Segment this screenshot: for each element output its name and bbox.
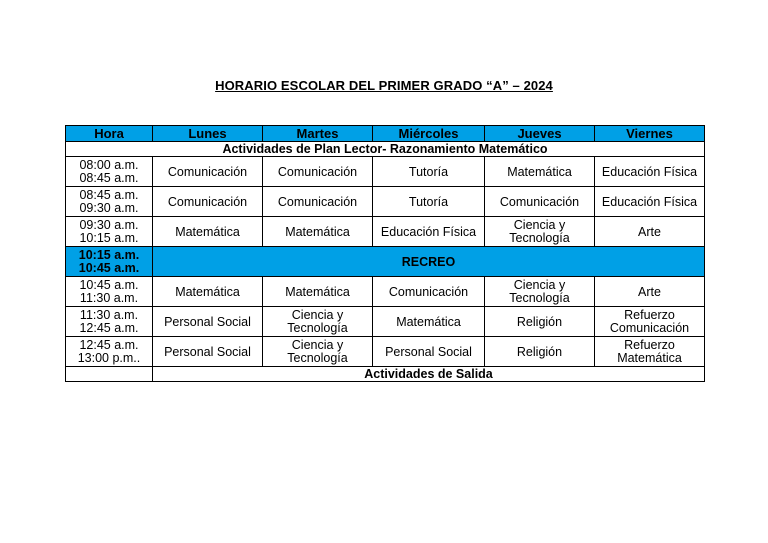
header-hora: Hora (66, 126, 153, 142)
martes-cell: Matemática (263, 217, 373, 247)
hora-end: 10:15 a.m. (79, 230, 139, 245)
viernes-cell: Educación Física (595, 157, 705, 187)
table-row (66, 187, 705, 217)
hora-start: 10:45 a.m. (79, 277, 139, 292)
hora-cell (66, 337, 153, 367)
jueves-cell: Comunicación (485, 187, 595, 217)
header-row (66, 126, 705, 142)
header-viernes: Viernes (595, 126, 705, 142)
martes-cell (263, 307, 373, 337)
header-jueves: Jueves (485, 126, 595, 142)
martes-text: Ciencia y Tecnología (287, 307, 348, 335)
viernes-cell: Educación Física (595, 187, 705, 217)
bottom-band: Actividades de Salida (153, 367, 705, 382)
bottom-band-blank (66, 367, 153, 382)
hora-end: 12:45 a.m. (79, 320, 139, 335)
lunes-cell: Comunicación (153, 187, 263, 217)
lunes-cell: Comunicación (153, 157, 263, 187)
hora-cell (66, 187, 153, 217)
recreo-hora-end: 10:45 a.m. (78, 260, 140, 275)
viernes-text: Refuerzo Comunicación (609, 307, 690, 335)
table-row (66, 277, 705, 307)
recreo-row (66, 247, 705, 277)
jueves-cell (485, 217, 595, 247)
hora-start: 09:30 a.m. (79, 217, 139, 232)
bottom-band-row (66, 367, 705, 382)
jueves-cell: Religión (485, 337, 595, 367)
hora-end: 08:45 a.m. (79, 170, 139, 185)
recreo-hora-cell (66, 247, 153, 277)
lunes-cell: Matemática (153, 217, 263, 247)
recreo-label: RECREO (153, 247, 705, 277)
viernes-text: Refuerzo Matemática (617, 337, 682, 365)
hora-cell (66, 307, 153, 337)
hora-start: 12:45 a.m. (79, 337, 139, 352)
miercoles-cell: Tutoría (373, 187, 485, 217)
jueves-cell (485, 277, 595, 307)
miercoles-cell: Matemática (373, 307, 485, 337)
top-band-row (66, 142, 705, 157)
header-martes: Martes (263, 126, 373, 142)
miercoles-cell: Educación Física (373, 217, 485, 247)
martes-cell: Comunicación (263, 157, 373, 187)
hora-cell (66, 277, 153, 307)
viernes-cell (595, 307, 705, 337)
schedule-table (65, 125, 705, 382)
miercoles-cell: Tutoría (373, 157, 485, 187)
hora-end: 09:30 a.m. (79, 200, 139, 215)
jueves-cell: Matemática (485, 157, 595, 187)
hora-end: 11:30 a.m. (79, 290, 139, 305)
table-row (66, 217, 705, 247)
jueves-cell: Religión (485, 307, 595, 337)
hora-cell (66, 157, 153, 187)
hora-start: 08:45 a.m. (79, 187, 139, 202)
lunes-cell: Matemática (153, 277, 263, 307)
table-row (66, 157, 705, 187)
recreo-hora-start: 10:15 a.m. (78, 247, 140, 262)
viernes-cell: Arte (595, 277, 705, 307)
header-lunes: Lunes (153, 126, 263, 142)
jueves-text: Ciencia y Tecnología (509, 217, 570, 245)
top-band: Actividades de Plan Lector- Razonamiento Matemático (66, 142, 705, 157)
martes-cell: Matemática (263, 277, 373, 307)
viernes-cell (595, 337, 705, 367)
miercoles-cell: Comunicación (373, 277, 485, 307)
viernes-cell: Arte (595, 217, 705, 247)
table-row (66, 307, 705, 337)
hora-start: 08:00 a.m. (79, 157, 139, 172)
hora-end: 13:00 p.m.. (77, 350, 141, 365)
miercoles-cell: Personal Social (373, 337, 485, 367)
lunes-cell: Personal Social (153, 307, 263, 337)
header-miercoles: Miércoles (373, 126, 485, 142)
martes-cell (263, 337, 373, 367)
table-row (66, 337, 705, 367)
page-title: HORARIO ESCOLAR DEL PRIMER GRADO “A” – 2024 (215, 78, 553, 93)
hora-cell (66, 217, 153, 247)
lunes-cell: Personal Social (153, 337, 263, 367)
martes-text: Ciencia y Tecnología (287, 337, 348, 365)
hora-start: 11:30 a.m. (79, 307, 139, 322)
jueves-text: Ciencia y Tecnología (509, 277, 570, 305)
martes-cell: Comunicación (263, 187, 373, 217)
